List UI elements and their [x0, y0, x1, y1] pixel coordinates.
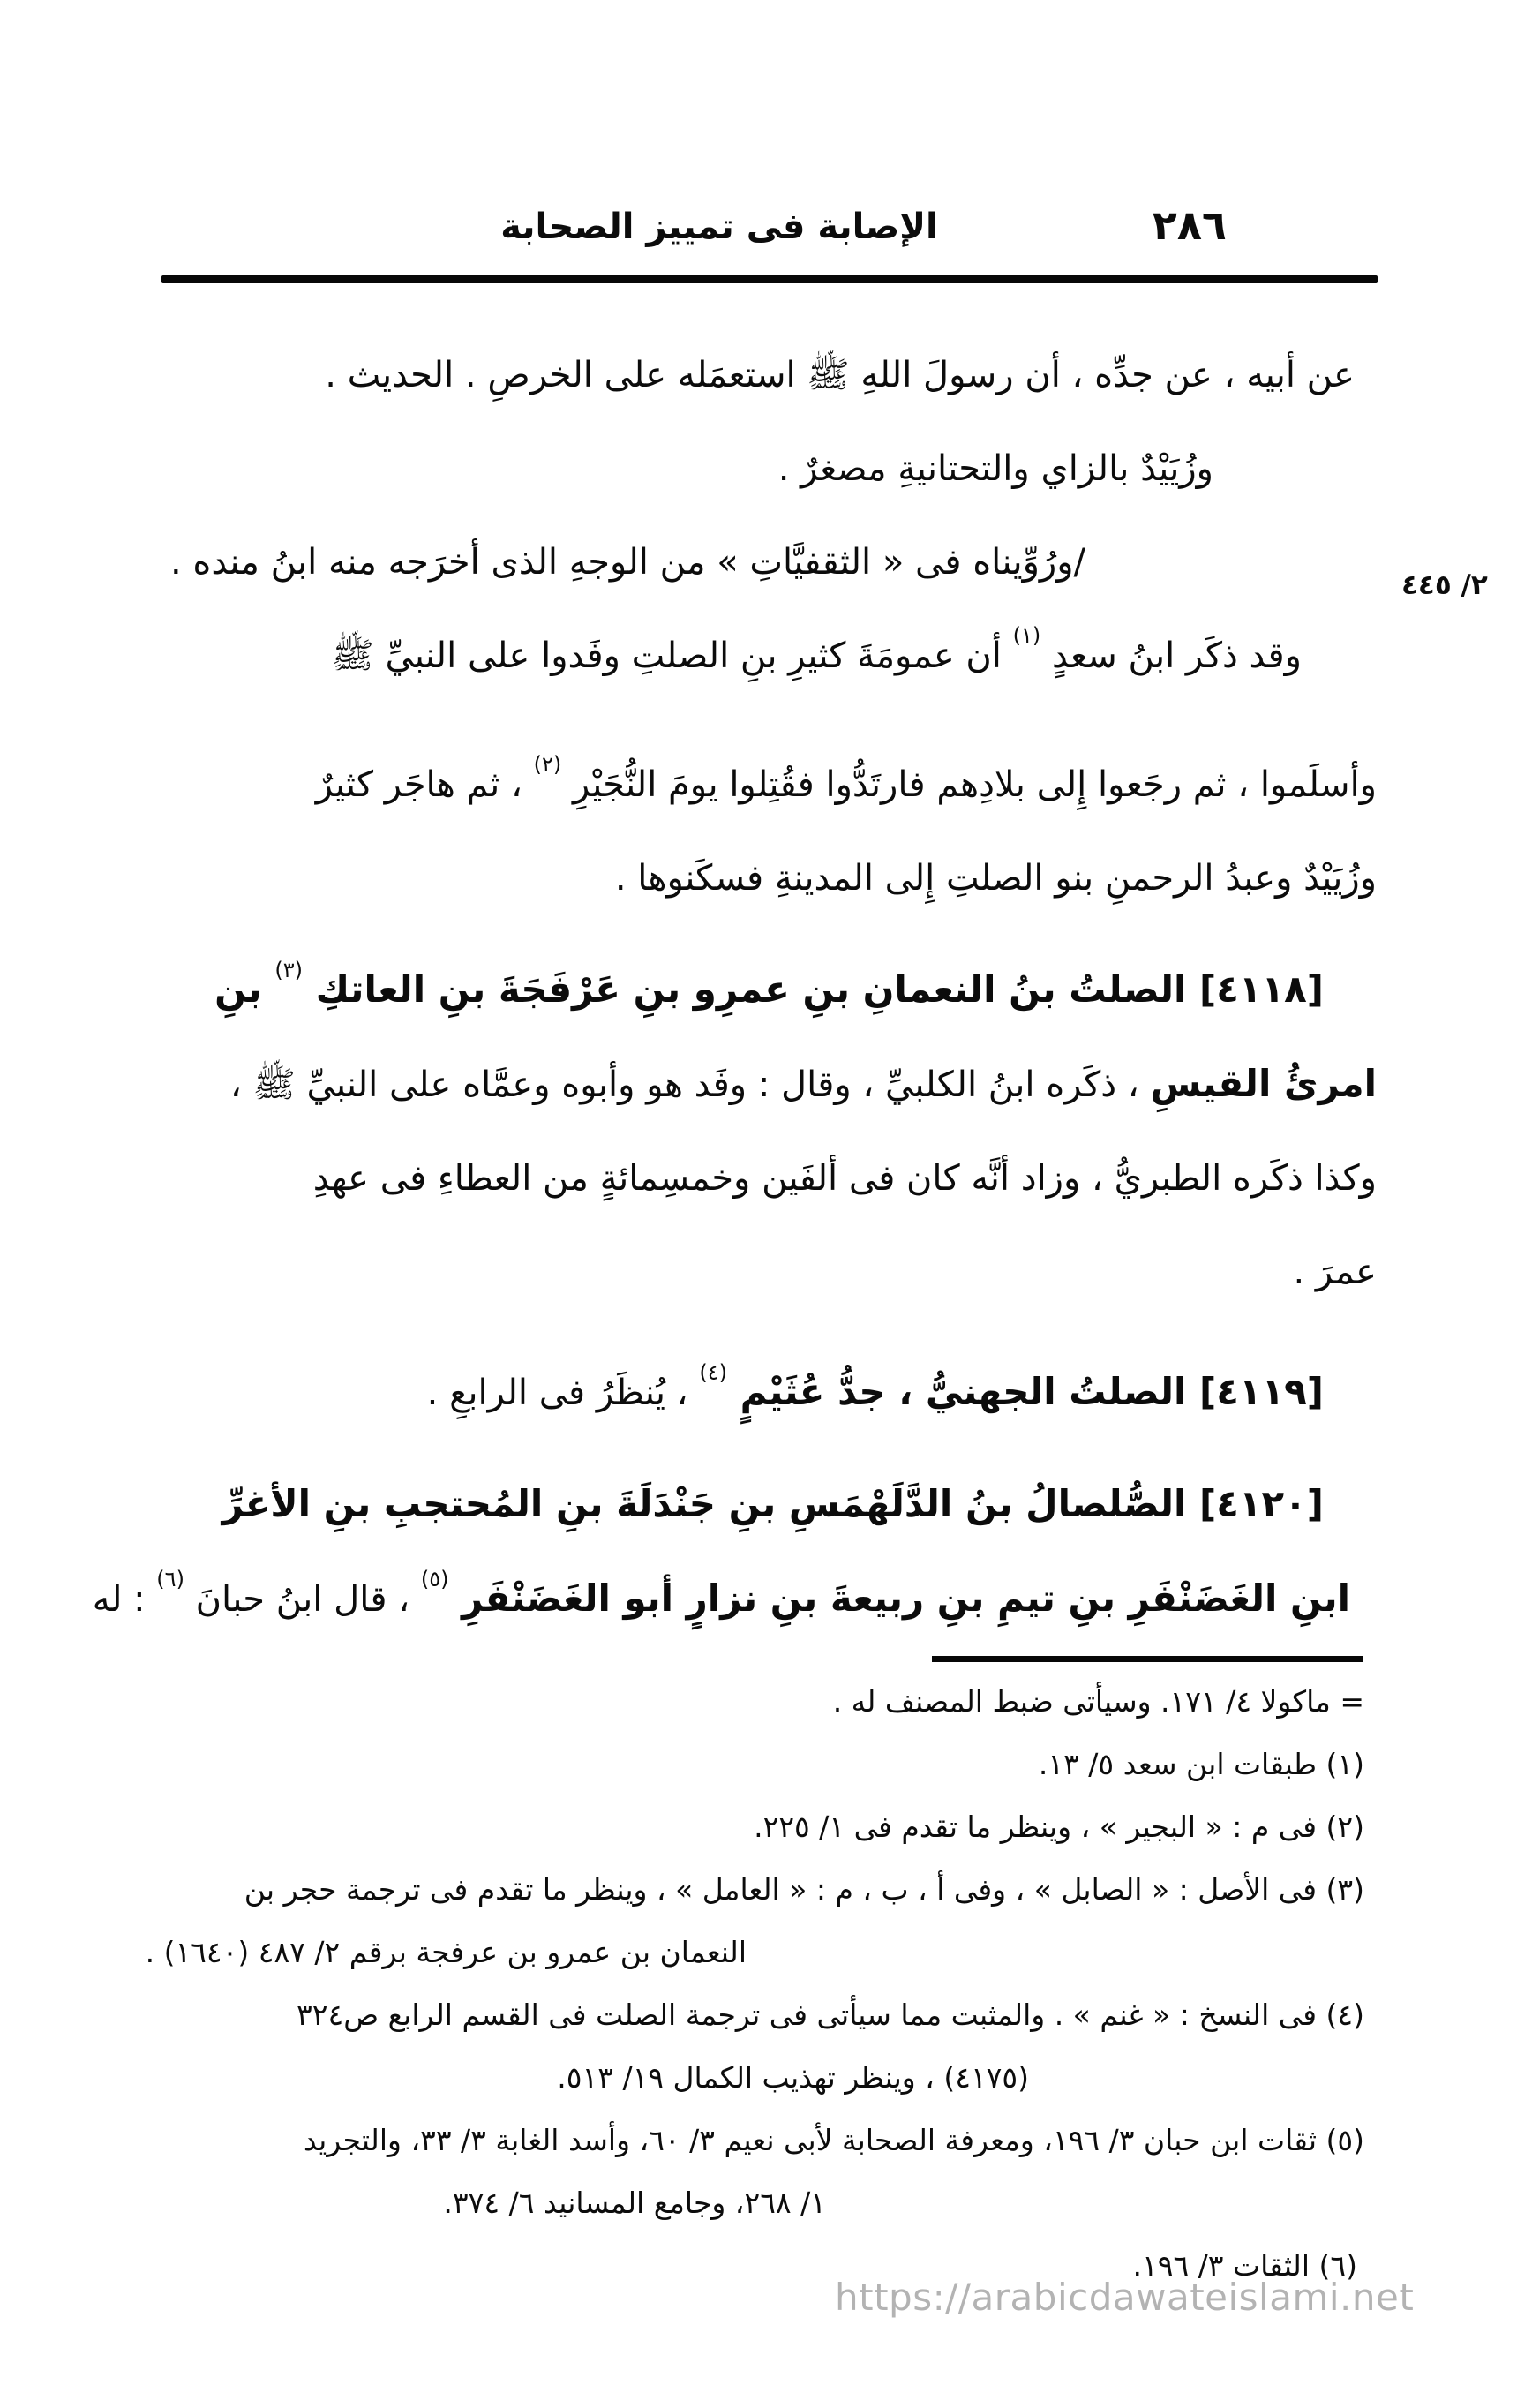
- body-line: [124, 832, 1377, 925]
- footnote-line: (٤) فى النسخ : « غنم » . والمثبت مما سيأتى فى ترجمة الصلت فى القسم الرابع ص٣٢٤: [297, 1998, 1364, 2032]
- text-segment: ابنِ الغَضَنْفَرِ بنِ تيمِ بنِ ربيعةَ بنِ نزارٍ أبو الغَضَنْفَرِ: [448, 1576, 1350, 1620]
- text-segment: ، ثم هاجَر كثيرٌ: [315, 764, 534, 805]
- body-line: [124, 328, 1377, 422]
- text-segment: /ورُوِّيناه فى « الثقفيَّاتِ » من الوجهِ الذى أخرَجه منه ابنُ منده .: [169, 542, 1085, 583]
- body-line: [124, 515, 1377, 609]
- body-line: [124, 1345, 1377, 1440]
- text-segment: [٤١٢٠] الصُّلصالُ بنُ الدَّلَهْمَسِ بنِ جَنْدَلَةَ بنِ المُحتجبِ بنِ الأغرِّ: [222, 1482, 1324, 1525]
- text-segment: وزُيَيْدٌ بالزاي والتحتانيةِ مصغرٌ .: [777, 448, 1213, 489]
- header-rule: [161, 275, 1378, 283]
- body-text: [92, 328, 1377, 1646]
- body-line: [92, 1552, 1377, 1646]
- footnote-marker: (٥): [420, 1567, 449, 1592]
- footnote-marker: (٤): [699, 1360, 727, 1385]
- body-line: [124, 422, 1377, 515]
- footnote-marker: (٢): [533, 752, 562, 777]
- footnote-line: (٣) فى الأصل : « الصابل » ، وفى أ ، ب ، م : « العامل » ، وينظر ما تقدم فى ترجمة حجر بن: [244, 1872, 1364, 1907]
- text-segment: بنِ: [214, 967, 275, 1011]
- footnotes-block: [124, 1670, 1364, 2297]
- body-line: [124, 1037, 1377, 1132]
- text-segment: [٤١١٨] الصلتُ بنُ النعمانِ بنِ عمرِو بنِ عَرْفَجَةَ بنِ العاتكِ: [302, 967, 1324, 1011]
- footnote-line: (٤١٧٥) ، وينظر تهذيب الكمال ١٩/ ٥١٣.: [557, 2060, 1029, 2095]
- footnote-line: النعمان بن عمرو بن عرفجة برقم ٢/ ٤٨٧ (١٦٤٠) .: [145, 1935, 747, 1969]
- text-segment: ، يُنظَرُ فى الرابعِ .: [426, 1373, 700, 1413]
- footnote-marker: (١): [1012, 623, 1041, 648]
- text-segment: : له: [92, 1579, 157, 1620]
- text-segment: وكذا ذكَره الطبريُّ ، وزاد أنَّه كان فى ألفَين وخمسِمائةٍ من العطاءِ فى عهدِ: [312, 1158, 1377, 1199]
- text-segment: ، ذكَره ابنُ الكلبيِّ ، وقال : وفَد هو وأبوه وعمَّاه على النبيِّ ﷺ ،: [229, 1065, 1151, 1105]
- footnote-marker: (٣): [274, 958, 303, 982]
- footnote-separator-rule: [932, 1656, 1363, 1662]
- text-segment: عن أبيه ، عن جدِّه ، أن رسولَ اللهِ ﷺ استعمَله على الخرصِ . الحديث .: [325, 355, 1355, 395]
- footnote-line: (٦) الثقات ٣/ ١٩٦.: [1132, 2248, 1357, 2283]
- book-title: الإصابة فى تمييز الصحابة: [500, 207, 938, 247]
- footnote-line: (١) طبقات ابن سعد ٥/ ١٣.: [1038, 1747, 1364, 1781]
- body-line: [124, 738, 1377, 832]
- footnote-line: (٥) ثقات ابن حبان ٣/ ١٩٦، ومعرفة الصحابة لأبى نعيم ٣/ ٦٠، وأسد الغابة ٣/ ٣٣، والتجريد: [303, 2123, 1364, 2157]
- footnote-line: = ماكولا ٤/ ١٧١. وسيأتى ضبط المصنف له .: [832, 1684, 1364, 1719]
- text-segment: وزُيَيْدٌ وعبدُ الرحمنِ بنو الصلتِ إِلى المدينةِ فسكَنوها .: [614, 858, 1377, 899]
- body-line: [124, 1225, 1377, 1319]
- text-segment: وقد ذكَر ابنُ سعدٍ: [1040, 636, 1302, 676]
- page-number: ٢٨٦: [1152, 201, 1227, 249]
- text-segment: [٤١١٩] الصلتُ الجهنيُّ ، جدُّ عُثَيْمٍ: [726, 1370, 1324, 1413]
- body-line: [124, 609, 1377, 703]
- body-line: [124, 943, 1377, 1037]
- text-segment: أن عمومَةَ كثيرِ بنِ الصلتِ وفَدوا على النبيِّ ﷺ: [331, 636, 1013, 676]
- text-segment: ، قال ابنُ حبانَ: [184, 1579, 421, 1620]
- body-line: [124, 1132, 1377, 1225]
- footnote-line: (٢) فى م : « البجير » ، وينظر ما تقدم فى ١/ ٢٢٥.: [754, 1810, 1364, 1844]
- footnote-marker: (٦): [156, 1567, 184, 1592]
- watermark-url: https://arabicdawateislami.net: [835, 2276, 1415, 2319]
- text-segment: امرئُ القيسِ: [1150, 1062, 1377, 1105]
- margin-folio-note: ٢/ ٤٤٥: [1401, 569, 1488, 601]
- body-line: [124, 1457, 1377, 1552]
- text-segment: عمرَ .: [1293, 1252, 1377, 1292]
- text-segment: وأسلَموا ، ثم رجَعوا إِلى بلادِهم فارتَدُّوا فقُتِلوا يومَ النُّجَيْرِ: [561, 764, 1377, 805]
- footnote-line: ١/ ٢٦٨، وجامع المسانيد ٦/ ٣٧٤.: [443, 2186, 826, 2220]
